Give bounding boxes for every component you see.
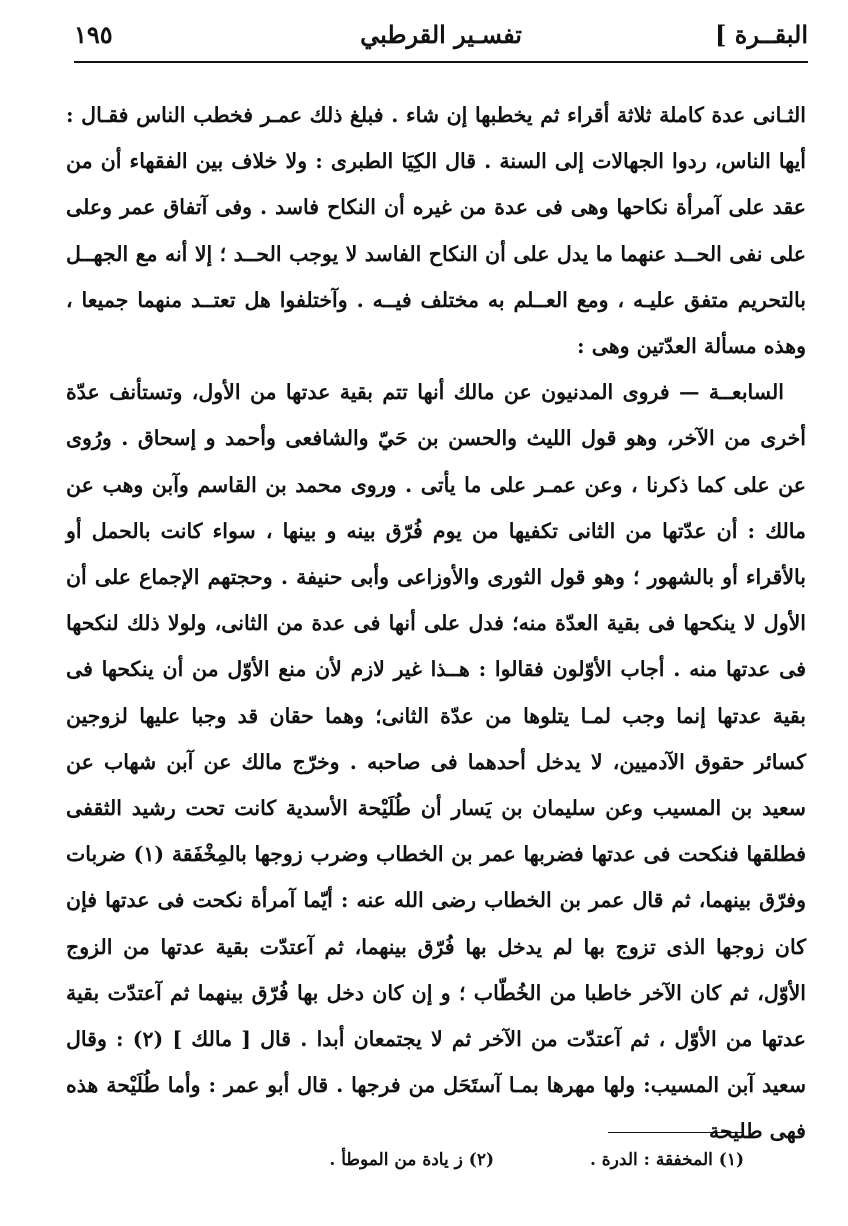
page-header (74, 14, 808, 60)
paragraph: السابعــة — فروى المدنيون عن مالك أنها تتم بقية عدتها من الأول، وتستأنف عدّة أخرى من الآخر، وهو قول الليث والحسن بن حَيّ والشافعى وأحمد و إسحاق . ورُوى عن على كما ذكرنا ، وعن عمـر على ما يأتى . وروى محمد بن القاسم وآبن وهب عن مالك : أن عدّتها من الثانى تكفيها من يوم فُرّق بينه و بينها ، سواء كانت بالحمل أو بالأقراء أو بالشهور ؛ وهو قول الثورى والأوزاعى وأبى حنيفة . وحجتهم الإجماع على أن الأول لا ينكحها فى بقية العدّة منه؛ فدل على أنها فى عدة من الثانى، ولولا ذلك لنكحها فى عدتها منه . أجاب الأوّلون فقالوا : هــذا غير لازم لأن منع الأوّل من أن ينكحها فى بقية عدتها إنما وجب لمـا يتلوها من عدّة الثانى؛ وهما حقان قد وجبا عليها لزوجين كسائر حقوق الآدميين، لا يدخل أحدهما فى صاحبه . وخرّج مالك عن آبن شهاب عن سعيد بن المسيب وعن سليمان بن يَسار أن طُلَيْحة الأسدية كانت تحت رشيد الثقفى فطلقها فنكحت فى عدتها فضربها عمر بن الخطاب وضرب زوجها بالمِخْفَقة (١) ضربات وفرّق بينهما، ثم قال عمر بن الخطاب رضى الله عنه : أيّما آمرأة نكحت فى عدتها فإن كان زوجها الذى تزوج بها لم يدخل بها فُرّق بينهما، ثم آعتدّت بقية عدتها من الزوج الأوّل، ثم كان الآخر خاطبا من الخُطّاب ؛ و إن كان دخل بها فُرّق بينهما ثم آعتدّت بقية عدتها من الأوّل ، ثم آعتدّت من الآخر ثم لا يجتمعان أبدا . قال [ مالك ] (٢) : وقال سعيد آبن المسيب: ولها مهرها بمـا آستَحَل من فرجها . قال أبو عمر : وأما طُلَيْحة هذه فهى طليحة (66, 380, 807, 1144)
footnote-divider (608, 1132, 744, 1133)
footnote-2: (٢) ز يادة من الموطأ . (329, 1150, 494, 1170)
page-number: ١٩٥ (74, 20, 113, 49)
main-text (66, 92, 806, 1155)
footnote-1: (١) المخفقة : الدرة . (589, 1150, 744, 1170)
section-title: البقــرة ] (715, 20, 808, 49)
book-title: تفسـير القرطبي (360, 20, 522, 49)
header-divider (74, 61, 808, 63)
paragraph: الثـانى عدة كاملة ثلاثة أقراء ثم يخطبها إن شاء . فبلغ ذلك عمـر فخطب الناس فقـال : أيها الناس، ردوا الجهالات إلى السنة . قال الكِيَا الطبرى : ولا خلاف بين الفقهاء أن من عقد على آمرأة نكاحها وهى فى عدة من غيره أن النكاح فاسد . وفى آتفاق عمر وعلى على نفى الحــد عنهما ما يدل على أن النكاح الفاسد لا يوجب الحــد ؛ إلا أنه مع الجهــل بالتحريم متفق عليـه ، ومع العــلم به مختلف فيــه . وآختلفوا هل تعتــد منهما جميعا ، وهذه مسألة العدّتين وهى : (66, 103, 806, 359)
